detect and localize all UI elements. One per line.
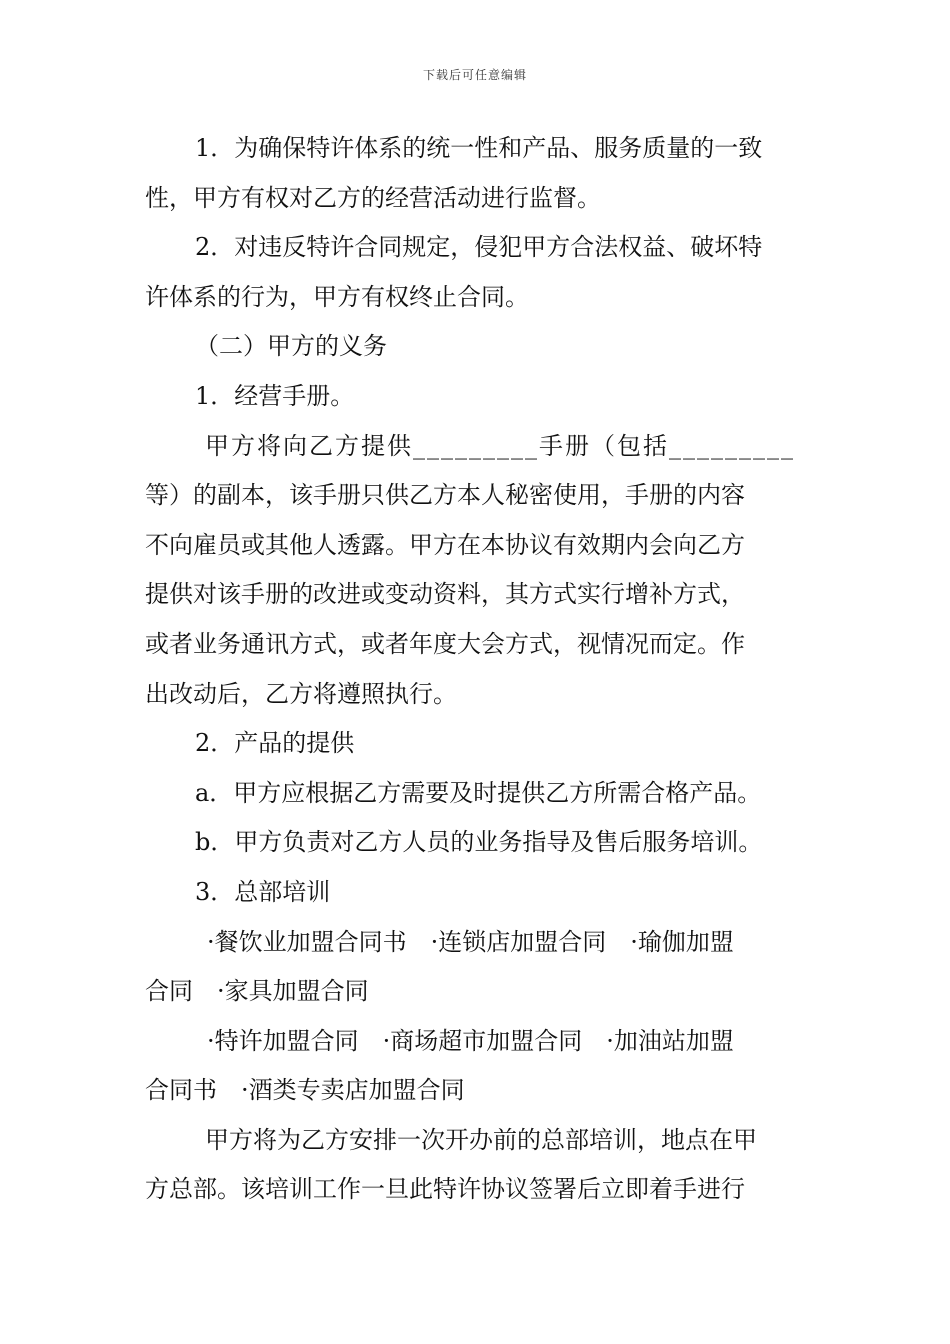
subsection-heading: 1．经营手册。 <box>195 381 355 410</box>
paragraph-line: 性，甲方有权对乙方的经营活动进行监督。 <box>145 183 601 212</box>
paragraph-line: 甲方将为乙方安排一次开办前的总部培训，地点在甲 <box>205 1125 757 1154</box>
paragraph-line: 等）的副本，该手册只供乙方本人秘密使用，手册的内容 <box>145 481 745 510</box>
paragraph-line: 方总部。该培训工作一旦此特许协议签署后立即着手进行 <box>145 1175 745 1204</box>
subsection-heading: 2．产品的提供 <box>195 729 355 758</box>
paragraph-line: 不向雇员或其他人透露。甲方在本协议有效期内会向乙方 <box>145 530 745 559</box>
page-header: 下载后可任意编辑 <box>422 68 527 82</box>
related-links-line: 合同书 ·酒类专卖店加盟合同 <box>145 1076 465 1105</box>
paragraph-line: 出改动后，乙方将遵照执行。 <box>145 679 457 708</box>
paragraph-line: 甲方将向乙方提供_________手册（包括_________ <box>205 431 795 460</box>
list-item: b．甲方负责对乙方人员的业务指导及售后服务培训。 <box>195 828 763 857</box>
paragraph-line: 1．为确保特许体系的统一性和产品、服务质量的一致 <box>195 134 763 162</box>
document-body <box>145 124 810 1215</box>
related-links-line: ·餐饮业加盟合同书 ·连锁店加盟合同 ·瑜伽加盟 <box>207 927 734 956</box>
paragraph-line: 2．对违反特许合同规定，侵犯甲方合法权益、破坏特 <box>195 233 763 262</box>
paragraph-line: 提供对该手册的改进或变动资料，其方式实行增补方式， <box>145 580 745 609</box>
related-links-line: ·特许加盟合同 ·商场超市加盟合同 ·加油站加盟 <box>207 1026 734 1055</box>
related-links-line: 合同 ·家具加盟合同 <box>145 977 369 1006</box>
section-heading: （二）甲方的义务 <box>195 332 387 361</box>
list-item: a．甲方应根据乙方需要及时提供乙方所需合格产品。 <box>195 778 762 807</box>
paragraph-line: 许体系的行为，甲方有权终止合同。 <box>145 282 529 311</box>
paragraph-line: 或者业务通讯方式，或者年度大会方式，视情况而定。作 <box>145 629 745 658</box>
subsection-heading: 3．总部培训 <box>195 877 331 906</box>
